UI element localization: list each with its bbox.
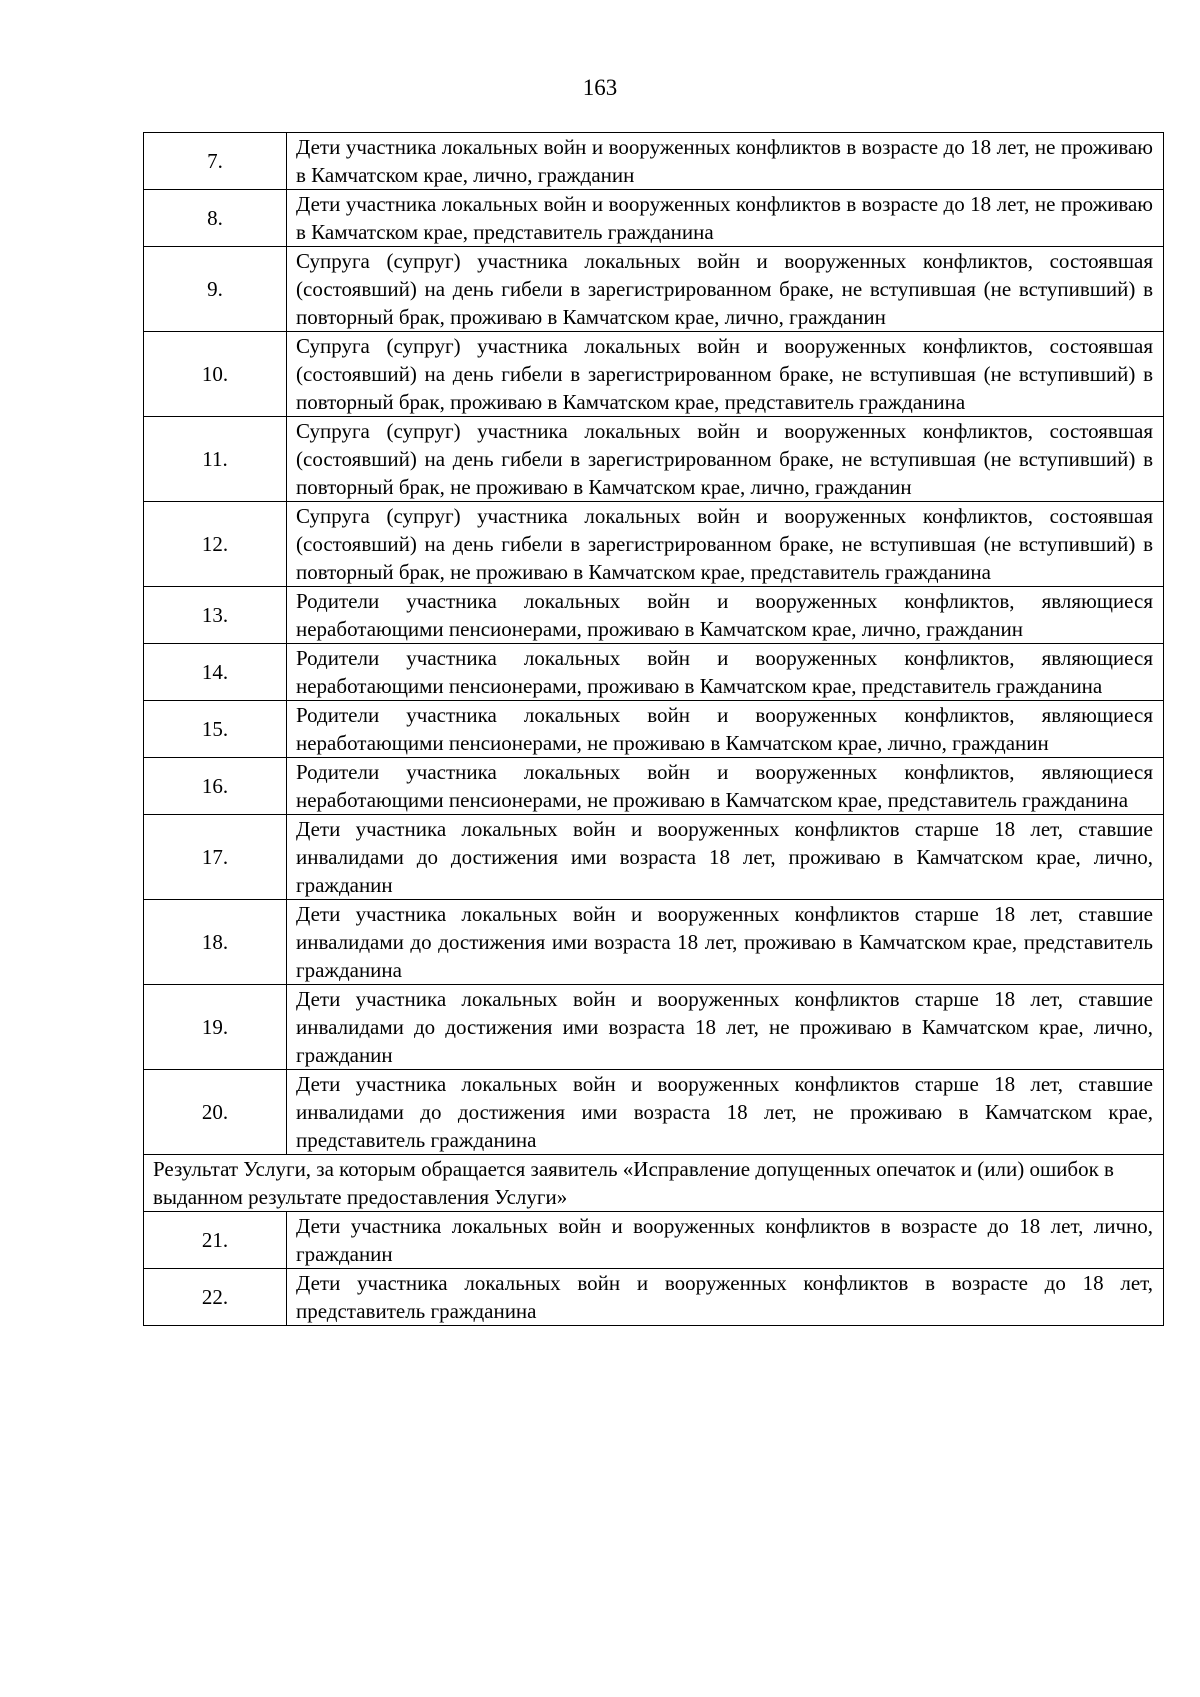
page-number: 163	[582, 75, 618, 100]
row-number: 10.	[144, 332, 287, 417]
section-title: Результат Услуги, за которым обращается заявитель «Исправление допущенных опечаток и (или) ошибок в выданном результате предоставления Услуги»	[144, 1155, 1164, 1212]
row-number: 20.	[144, 1070, 287, 1155]
row-number: 11.	[144, 417, 287, 502]
table-row	[144, 247, 1164, 332]
row-number: 14.	[144, 644, 287, 701]
row-description: Родители участника локальных войн и вооруженных конфликтов, являющиеся неработающими пенсионерами, не проживаю в Камчатском крае, лично, гражданин	[287, 701, 1164, 758]
row-description: Супруга (супруг) участника локальных войн и вооруженных конфликтов, состоявшая (состоявший) на день гибели в зарегистрированном браке, не вступившая (не вступивший) в повторный брак, проживаю в Камчатском крае, представитель гражданина	[287, 332, 1164, 417]
row-number: 8.	[144, 190, 287, 247]
row-description: Супруга (супруг) участника локальных войн и вооруженных конфликтов, состоявшая (состоявший) на день гибели в зарегистрированном браке, не вступившая (не вступивший) в повторный брак, проживаю в Камчатском крае, лично, гражданин	[287, 247, 1164, 332]
row-number: 15.	[144, 701, 287, 758]
table-row	[144, 332, 1164, 417]
table-row	[144, 1269, 1164, 1326]
table-row	[144, 815, 1164, 900]
table-row	[144, 758, 1164, 815]
table-row	[144, 133, 1164, 190]
row-number: 12.	[144, 502, 287, 587]
row-description: Дети участника локальных войн и вооруженных конфликтов старше 18 лет, ставшие инвалидами до достижения ими возраста 18 лет, не проживаю в Камчатском крае, лично, гражданин	[287, 985, 1164, 1070]
row-number: 9.	[144, 247, 287, 332]
row-description: Родители участника локальных войн и вооруженных конфликтов, являющиеся неработающими пенсионерами, проживаю в Камчатском крае, лично, гражданин	[287, 587, 1164, 644]
row-number: 16.	[144, 758, 287, 815]
row-description: Дети участника локальных войн и вооруженных конфликтов в возрасте до 18 лет, лично, гражданин	[287, 1212, 1164, 1269]
row-description: Дети участника локальных войн и вооруженных конфликтов в возрасте до 18 лет, не проживаю в Камчатском крае, представитель гражданина	[287, 190, 1164, 247]
row-description: Дети участника локальных войн и вооруженных конфликтов старше 18 лет, ставшие инвалидами до достижения ими возраста 18 лет, проживаю в Камчатском крае, представитель гражданина	[287, 900, 1164, 985]
row-number: 18.	[144, 900, 287, 985]
row-description: Дети участника локальных войн и вооруженных конфликтов старше 18 лет, ставшие инвалидами до достижения ими возраста 18 лет, проживаю в Камчатском крае, лично, гражданин	[287, 815, 1164, 900]
row-description: Дети участника локальных войн и вооруженных конфликтов в возрасте до 18 лет, не проживаю в Камчатском крае, лично, гражданин	[287, 133, 1164, 190]
table-row	[144, 985, 1164, 1070]
applicant-options-table	[143, 132, 1164, 1326]
row-description: Родители участника локальных войн и вооруженных конфликтов, являющиеся неработающими пенсионерами, не проживаю в Камчатском крае, представитель гражданина	[287, 758, 1164, 815]
row-number: 17.	[144, 815, 287, 900]
section-header-row	[144, 1155, 1164, 1212]
row-description: Супруга (супруг) участника локальных войн и вооруженных конфликтов, состоявшая (состоявший) на день гибели в зарегистрированном браке, не вступившая (не вступивший) в повторный брак, не проживаю в Камчатском крае, представитель гражданина	[287, 502, 1164, 587]
table-row	[144, 900, 1164, 985]
row-description: Супруга (супруг) участника локальных войн и вооруженных конфликтов, состоявшая (состоявший) на день гибели в зарегистрированном браке, не вступившая (не вступивший) в повторный брак, не проживаю в Камчатском крае, лично, гражданин	[287, 417, 1164, 502]
row-number: 7.	[144, 133, 287, 190]
table-row	[144, 701, 1164, 758]
table-row	[144, 587, 1164, 644]
table-row	[144, 502, 1164, 587]
row-description: Родители участника локальных войн и вооруженных конфликтов, являющиеся неработающими пенсионерами, проживаю в Камчатском крае, представитель гражданина	[287, 644, 1164, 701]
row-number: 21.	[144, 1212, 287, 1269]
row-number: 19.	[144, 985, 287, 1070]
row-description: Дети участника локальных войн и вооруженных конфликтов в возрасте до 18 лет, представитель гражданина	[287, 1269, 1164, 1326]
row-description: Дети участника локальных войн и вооруженных конфликтов старше 18 лет, ставшие инвалидами до достижения ими возраста 18 лет, не проживаю в Камчатском крае, представитель гражданина	[287, 1070, 1164, 1155]
table-row	[144, 1212, 1164, 1269]
row-number: 22.	[144, 1269, 287, 1326]
row-number: 13.	[144, 587, 287, 644]
table-row	[144, 1070, 1164, 1155]
table-row	[144, 644, 1164, 701]
table-row	[144, 417, 1164, 502]
table-row	[144, 190, 1164, 247]
